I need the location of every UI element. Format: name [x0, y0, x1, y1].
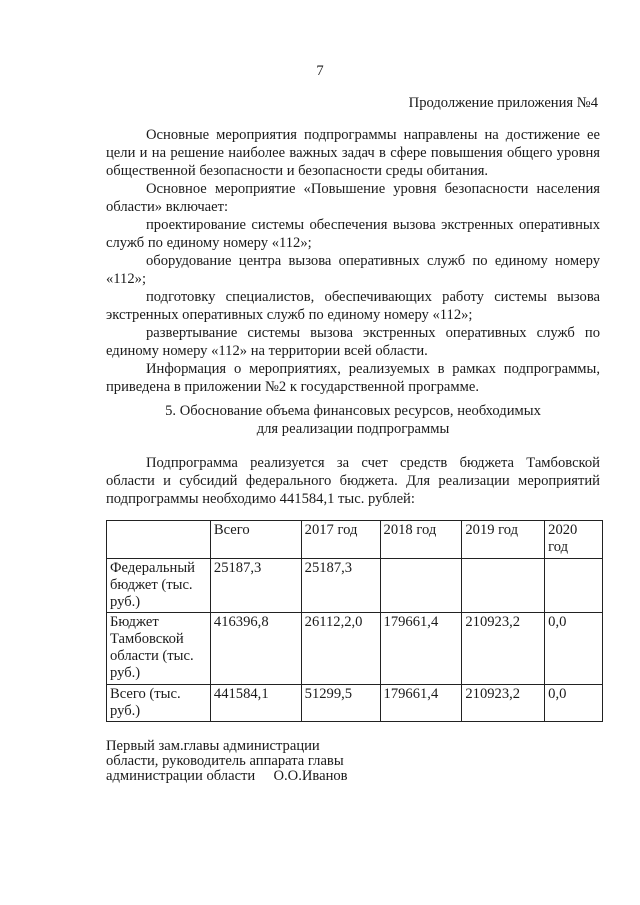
- signature-line: администрации области О.О.Иванов: [106, 768, 348, 784]
- table-cell: 25187,3: [301, 559, 380, 613]
- table-header-cell: 2020 год: [545, 521, 603, 559]
- list-item-design: проектирование системы обеспечения вызова экстренных оперативных служб по единому номеру «112»;: [106, 217, 600, 251]
- table-header-cell: [107, 521, 211, 559]
- section-heading: [106, 402, 600, 438]
- table-header-cell: Всего: [210, 521, 301, 559]
- list-item-deployment: развертывание системы вызова экстренных оперативных служб по единому номеру «112» на территории всей области.: [106, 325, 600, 359]
- table-cell: 179661,4: [380, 613, 462, 685]
- table-cell: 210923,2: [462, 613, 545, 685]
- funding-table: [106, 520, 603, 722]
- table-cell: 51299,5: [301, 685, 380, 722]
- table-cell: 416396,8: [210, 613, 301, 685]
- signature-block: [106, 739, 348, 784]
- table-cell: [545, 559, 603, 613]
- paragraph-goals: Основные мероприятия подпрограммы направлены на достижение ее цели и на решение наиболее важных задач в сфере повышения общего уровня общественной безопасности и безопасности среды обитания.: [106, 127, 600, 179]
- funding-text: [106, 454, 600, 508]
- table-cell: 441584,1: [210, 685, 301, 722]
- list-item-training: подготовку специалистов, обеспечивающих работу системы вызова экстренных оперативных служб по единому номеру «112»;: [106, 289, 600, 323]
- table-cell: [462, 559, 545, 613]
- body-text: [106, 126, 600, 396]
- table-cell: 210923,2: [462, 685, 545, 722]
- table-header-cell: 2018 год: [380, 521, 462, 559]
- table-cell: 26112,2,0: [301, 613, 380, 685]
- appendix-header: Продолжение приложения №4: [408, 95, 598, 111]
- table-cell: 25187,3: [210, 559, 301, 613]
- signature-line: области, руководитель аппарата главы: [106, 753, 344, 769]
- paragraph-main-measure: Основное мероприятие «Повышение уровня безопасности населения области» включает:: [106, 181, 600, 215]
- list-item-equipment: оборудование центра вызова оперативных служб по единому номеру «112»;: [106, 253, 600, 287]
- table-header-cell: 2017 год: [301, 521, 380, 559]
- table-cell: 0,0: [545, 613, 603, 685]
- paragraph-funding: Подпрограмма реализуется за счет средств бюджета Тамбовской области и субсидий федерального бюджета. Для реализации мероприятий подпрограммы необходимо 441584,1 тыс. рублей:: [106, 455, 600, 507]
- table-header-row: [107, 521, 603, 559]
- paragraph-information: Информация о мероприятиях, реализуемых в рамках подпрограммы, приведена в приложении №2 к государственной программе.: [106, 361, 600, 395]
- signature-line: Первый зам.главы администрации: [106, 738, 320, 754]
- page-number: 7: [316, 63, 324, 79]
- section-heading-line2: для реализации подпрограммы: [256, 421, 450, 437]
- table-row: [107, 559, 603, 613]
- table-cell: 179661,4: [380, 685, 462, 722]
- table-cell: Всего (тыс. руб.): [107, 685, 211, 722]
- table-row: [107, 685, 603, 722]
- table-cell: 0,0: [545, 685, 603, 722]
- section-heading-line1: 5. Обоснование объема финансовых ресурсов, необходимых: [165, 403, 541, 419]
- table-header-cell: 2019 год: [462, 521, 545, 559]
- table-cell: [380, 559, 462, 613]
- table-row: [107, 613, 603, 685]
- table-cell: Федеральный бюджет (тыс. руб.): [107, 559, 211, 613]
- table-cell: Бюджет Тамбовской области (тыс. руб.): [107, 613, 211, 685]
